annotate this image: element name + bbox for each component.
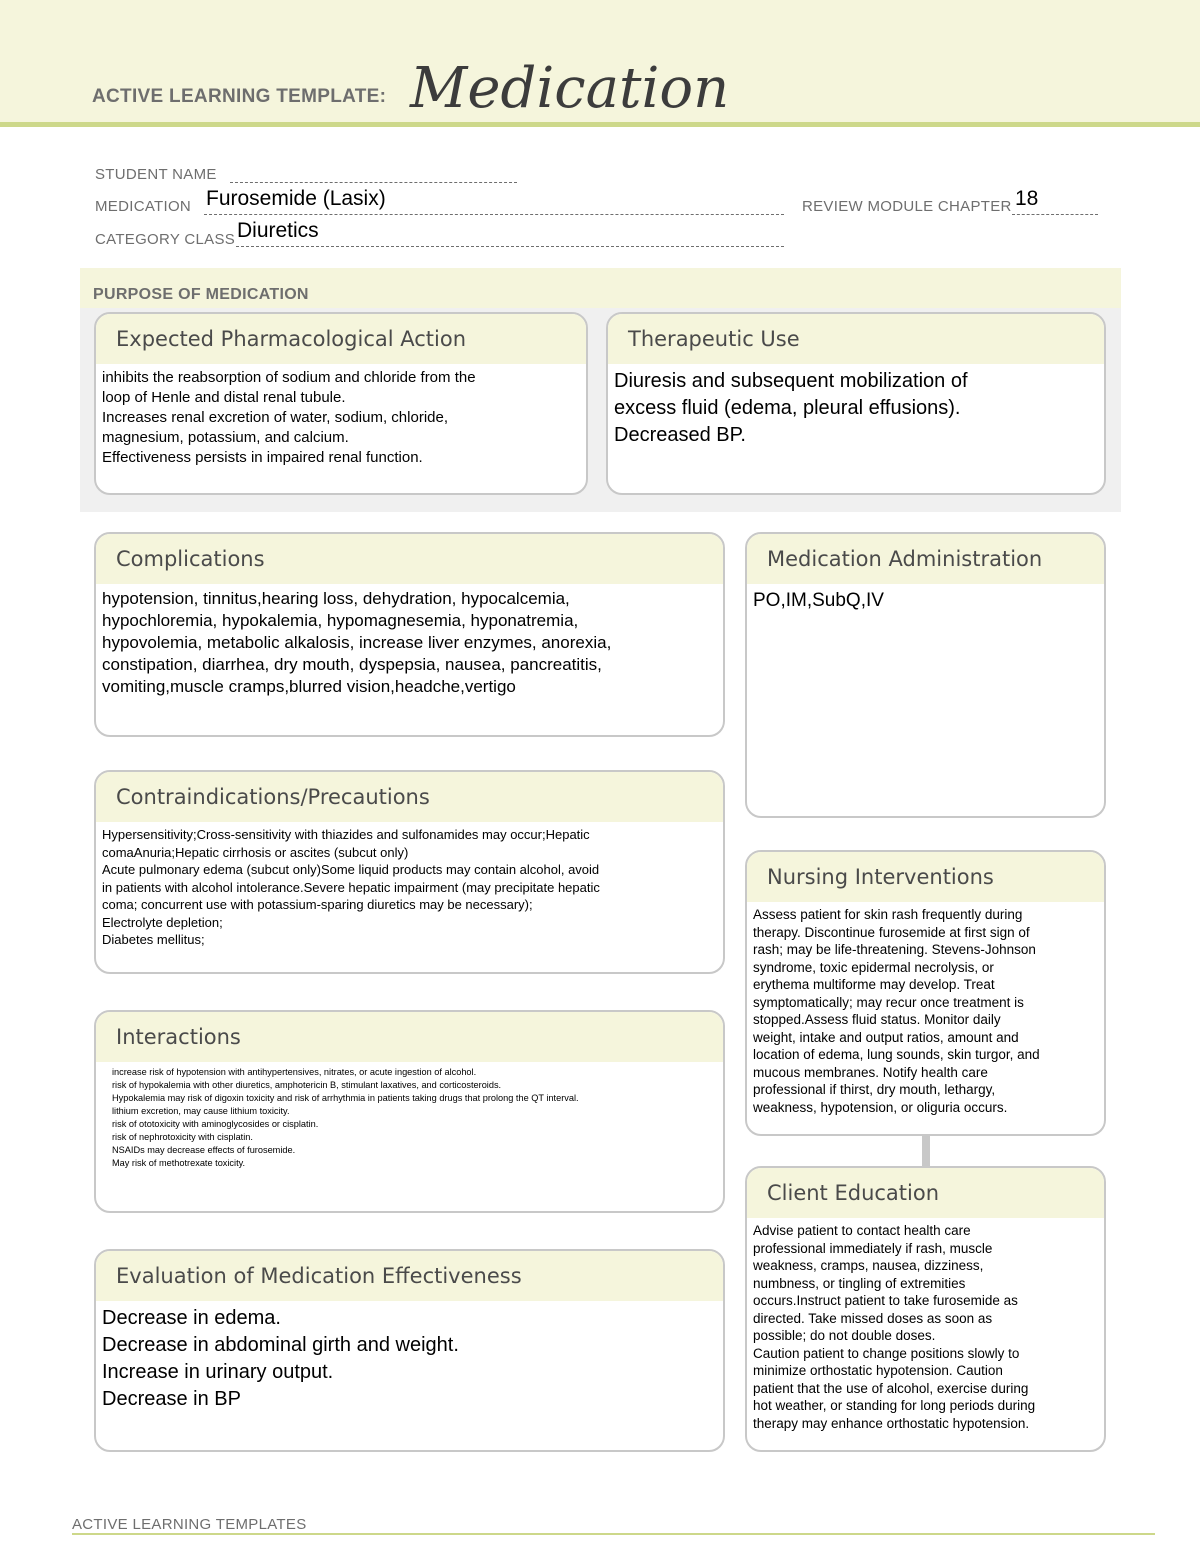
- complications-title: Complications: [96, 534, 723, 584]
- template-label: ACTIVE LEARNING TEMPLATE:: [92, 86, 387, 107]
- client-education-box: [745, 1166, 1106, 1452]
- complications-text[interactable]: hypotension, tinnitus,hearing loss, dehydration, hypocalcemia, hypochloremia, hypokalemia, hypomagnesemia, hyponatremia, hypovolemia, metabolic alkalosis, increase liver enzymes, anorexia, constipation, diarrhea, dry mouth, dyspepsia, nausea, pancreatitis, vomiting,muscle cramps,blurred vision,headche,vertigo: [102, 589, 612, 696]
- student-name-line: [230, 182, 517, 183]
- administration-title: Medication Administration: [747, 534, 1104, 584]
- evaluation-title: Evaluation of Medication Effectiveness: [96, 1251, 723, 1301]
- evaluation-text[interactable]: Decrease in edema. Decrease in abdominal girth and weight. Increase in urinary output. Decrease in BP: [102, 1307, 459, 1410]
- medication-line: [204, 214, 784, 215]
- interactions-title: Interactions: [96, 1012, 723, 1062]
- contraindications-title: Contraindications/Precautions: [96, 772, 723, 822]
- purpose-title: PURPOSE OF MEDICATION: [93, 286, 309, 303]
- complications-box: [94, 532, 725, 737]
- category-class-label: CATEGORY CLASS: [95, 231, 236, 248]
- administration-text[interactable]: PO,IM,SubQ,IV: [753, 590, 884, 611]
- expected-action-text[interactable]: inhibits the reabsorption of sodium and chloride from the loop of Henle and distal renal tubule. Increases renal excretion of water, sodium, chloride, magnesium, potassium, and calcium. Effectiveness persists in impaired renal function.: [102, 369, 476, 466]
- nursing-interventions-text[interactable]: Assess patient for skin rash frequently during therapy. Discontinue furosemide at first sign of rash; may be life-threatening. Stevens-Johnson syndrome, toxic epidermal necrolysis, or erythema multiforme may develop. Treat symptomatically; may recur once treatment is stopped.Assess fluid status. Monitor daily weight, intake and output ratios, amount and location of edema, lung sounds, skin turgor, and mucous membranes. Notify health care professional if thirst, dry mouth, lethargy, weakness, hypotension, or oliguria occurs.: [753, 907, 1040, 1115]
- interactions-text[interactable]: increase risk of hypotension with antihypertensives, nitrates, or acute ingestion of alcohol. risk of hypokalemia with other diuretics, amphotericin B, stimulant laxatives, and corticosteroids. Hypokalemia may risk of digoxin toxicity and risk of arrhythmia in patients taking drugs that prolong the QT interval. lithium excretion, may cause lithium toxicity. risk of ototoxicity with aminoglycosides or cisplatin. risk of nephrotoxicity with cisplatin. NSAIDs may decrease effects of furosemide. May risk of methotrexate toxicity.: [112, 1067, 579, 1168]
- expected-action-box: [94, 312, 588, 495]
- contraindications-box: [94, 770, 725, 974]
- interactions-box: [94, 1010, 725, 1213]
- review-module-field[interactable]: 18: [1015, 187, 1039, 210]
- nursing-interventions-box: [745, 850, 1106, 1136]
- review-module-line: [1012, 214, 1098, 215]
- box-connector: [922, 1136, 930, 1166]
- evaluation-box: [94, 1249, 725, 1452]
- contraindications-text[interactable]: Hypersensitivity;Cross-sensitivity with thiazides and sulfonamides may occur;Hepatic comaAnuria;Hepatic cirrhosis or ascites (subcut only) Acute pulmonary edema (subcut only)Some liquid products may contain alcohol, avoid in patients with alcohol intolerance.Severe hepatic impairment (may precipitate hepatic coma; concurrent use with potassium-sparing diuretics may be necessary); Electrolyte depletion; Diabetes mellitus;: [102, 827, 600, 947]
- client-education-text[interactable]: Advise patient to contact health care professional immediately if rash, muscle weakness, cramps, nausea, dizziness, numbness, or tingling of extremities occurs.Instruct patient to take furosemide as directed. Take missed doses as soon as possible; do not double doses. Caution patient to change positions slowly to minimize orthostatic hypotension. Caution patient that the use of alcohol, exercise during hot weather, or standing for long periods during therapy may enhance orthostatic hypotension.: [753, 1223, 1036, 1431]
- therapeutic-use-title: Therapeutic Use: [608, 314, 1104, 364]
- review-module-label: REVIEW MODULE CHAPTER: [802, 198, 1012, 215]
- student-name-label: STUDENT NAME: [95, 166, 217, 183]
- footer-rule: [72, 1533, 1155, 1535]
- therapeutic-use-text[interactable]: Diuresis and subsequent mobilization of excess fluid (edema, pleural effusions). Decreased BP.: [614, 370, 968, 446]
- category-class-line: [236, 246, 784, 247]
- expected-action-title: Expected Pharmacological Action: [96, 314, 586, 364]
- template-title: Medication: [410, 56, 730, 121]
- client-education-title: Client Education: [747, 1168, 1104, 1218]
- header-rule: [0, 122, 1200, 127]
- medication-field[interactable]: Furosemide (Lasix): [206, 187, 386, 210]
- footer-label: ACTIVE LEARNING TEMPLATES: [72, 1516, 307, 1533]
- category-class-field[interactable]: Diuretics: [237, 219, 319, 242]
- therapeutic-use-box: [606, 312, 1106, 495]
- medication-label: MEDICATION: [95, 198, 192, 215]
- administration-box: [745, 532, 1106, 818]
- nursing-interventions-title: Nursing Interventions: [747, 852, 1104, 902]
